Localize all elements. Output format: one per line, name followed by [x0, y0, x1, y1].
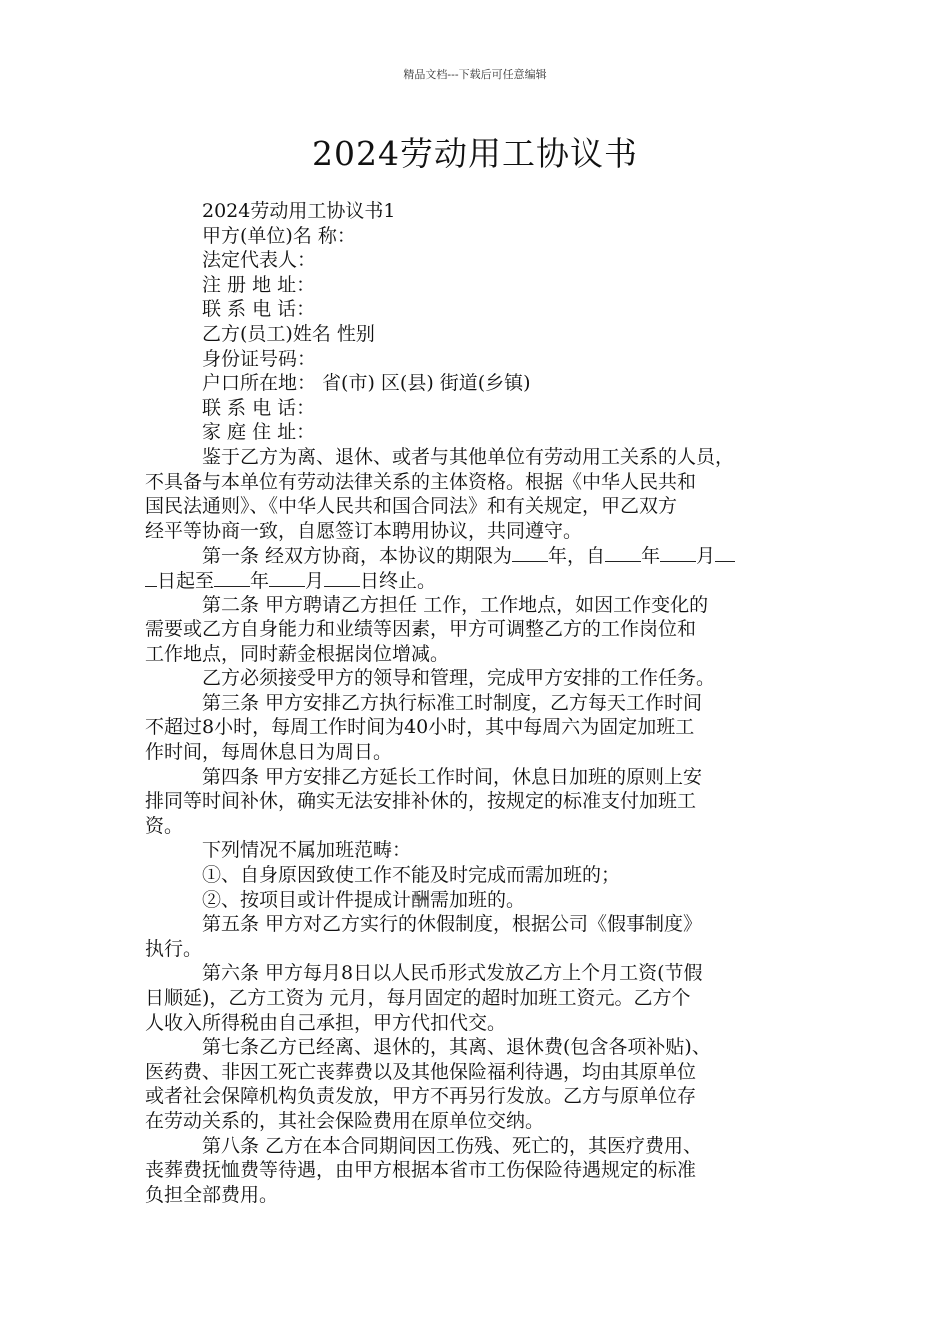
- article-6-line: 第六条 甲方每月8日以人民币形式发放乙方上个月工资(节假: [202, 962, 703, 985]
- legal-rep-field: 法定代表人：: [202, 249, 317, 272]
- blank-field: [715, 543, 735, 562]
- article-1-text: 日终止。: [360, 569, 437, 592]
- subtitle-line: 2024劳动用工协议书1: [202, 200, 396, 222]
- preamble-line: 国民法通则》、《中华人民共和国合同法》和有关规定，甲乙双方: [145, 495, 678, 518]
- page-header: 精品文档---下载后可任意编辑: [403, 68, 547, 81]
- blank-field: [269, 568, 305, 587]
- article-6-line: 日顺延)，乙方工资为 元月，每月固定的超时加班工资元。乙方个: [145, 987, 691, 1009]
- article-1-line: [145, 568, 810, 593]
- article-3-line: 第三条 甲方安排乙方执行标准工时制度，乙方每天工作时间: [202, 691, 703, 714]
- article-8-line: 第八条 乙方在本合同期间因工伤残、死亡的，其医疗费用、: [202, 1134, 703, 1157]
- article-2-line: 工作地点，同时薪金根据岗位增减。: [145, 642, 450, 665]
- hukou-field: 户口所在地： 省(市) 区(县) 街道(乡镇): [202, 372, 531, 395]
- document-body: [145, 199, 810, 1207]
- article-1-text: 年: [250, 569, 270, 592]
- article-1-text: 年，自: [548, 545, 606, 568]
- article-1-line: [145, 543, 810, 568]
- article-1-text: 第一条 经双方协商，本协议的期限为: [202, 545, 513, 568]
- article-1-text: 年: [641, 545, 661, 568]
- article-5-line: 第五条 甲方对乙方实行的休假制度，根据公司《假事制度》: [202, 913, 703, 936]
- article-4-line: 第四条 甲方安排乙方延长工作时间，休息日加班的原则上安: [202, 765, 703, 788]
- article-7-line: 在劳动关系的，其社会保险费用在原单位交纳。: [145, 1109, 545, 1132]
- article-1-text: 月: [696, 545, 716, 568]
- blank-field: [214, 568, 250, 587]
- home-address-field: 家 庭 住 址：: [202, 421, 316, 444]
- blank-field: [605, 543, 641, 562]
- article-7-line: 医药费、非因工死亡丧葬费以及其他保险福利待遇，均由其原单位: [145, 1060, 697, 1083]
- preamble-line: 鉴于乙方为离、退休、或者与其他单位有劳动用工关系的人员，: [202, 445, 735, 468]
- registered-address-field: 注 册 地 址：: [202, 273, 316, 296]
- overtime-exclusion-line: 下列情况不属加班范畴：: [202, 839, 412, 862]
- article-7-line: 或者社会保障机构负责发放，甲方不再另行发放。乙方与原单位存: [145, 1085, 697, 1108]
- article-8-line: 负担全部费用。: [145, 1183, 279, 1206]
- article-3-line: 作时间，每周休息日为周日。: [145, 741, 393, 764]
- blank-field: [660, 543, 696, 562]
- preamble-line: 经平等协商一致，自愿签订本聘用协议，共同遵守。: [145, 519, 583, 542]
- article-4-line: 资。: [145, 814, 184, 837]
- blank-field: [512, 543, 548, 562]
- party-a-phone-field: 联 系 电 话：: [202, 298, 316, 321]
- article-1-text: 日起至: [157, 569, 215, 592]
- article-2-line: 需要或乙方自身能力和业绩等因素，甲方可调整乙方的工作岗位和: [145, 618, 697, 641]
- article-8-line: 丧葬费抚恤费等待遇，由甲方根据本省市工伤保险待遇规定的标准: [145, 1159, 697, 1182]
- party-a-name-field: 甲方(单位)名 称：: [202, 224, 356, 247]
- overtime-exclusion-item: ②、按项目或计件提成计酬需加班的。: [202, 888, 526, 911]
- article-6-line: 人收入所得税由自己承担，甲方代扣代交。: [145, 1011, 507, 1034]
- overtime-exclusion-item: ①、自身原因致使工作不能及时完成而需加班的；: [202, 864, 621, 887]
- article-2-line: 第二条 甲方聘请乙方担任 工作，工作地点，如因工作变化的: [202, 593, 709, 616]
- blank-field: [145, 568, 157, 587]
- id-number-field: 身份证号码：: [202, 347, 317, 370]
- blank-field: [324, 568, 360, 587]
- article-1-text: 月: [305, 569, 325, 592]
- article-5-line: 执行。: [145, 937, 203, 960]
- article-2-line: 乙方必须接受甲方的领导和管理，完成甲方安排的工作任务。: [202, 667, 716, 690]
- article-3-line: 不超过8小时，每周工作时间为40小时，其中每周六为固定加班工: [145, 716, 695, 739]
- document-title: 2024劳动用工协议书: [312, 134, 638, 173]
- article-7-line: 第七条乙方已经离、退休的，其离、退休费(包含各项补贴)、: [202, 1036, 711, 1059]
- party-b-name-field: 乙方(员工)姓名 性别: [202, 322, 375, 345]
- party-b-phone-field: 联 系 电 话：: [202, 396, 316, 419]
- preamble-line: 不具备与本单位有劳动法律关系的主体资格。根据《中华人民共和: [145, 470, 697, 493]
- article-4-line: 排同等时间补休，确实无法安排补休的，按规定的标准支付加班工: [145, 790, 697, 813]
